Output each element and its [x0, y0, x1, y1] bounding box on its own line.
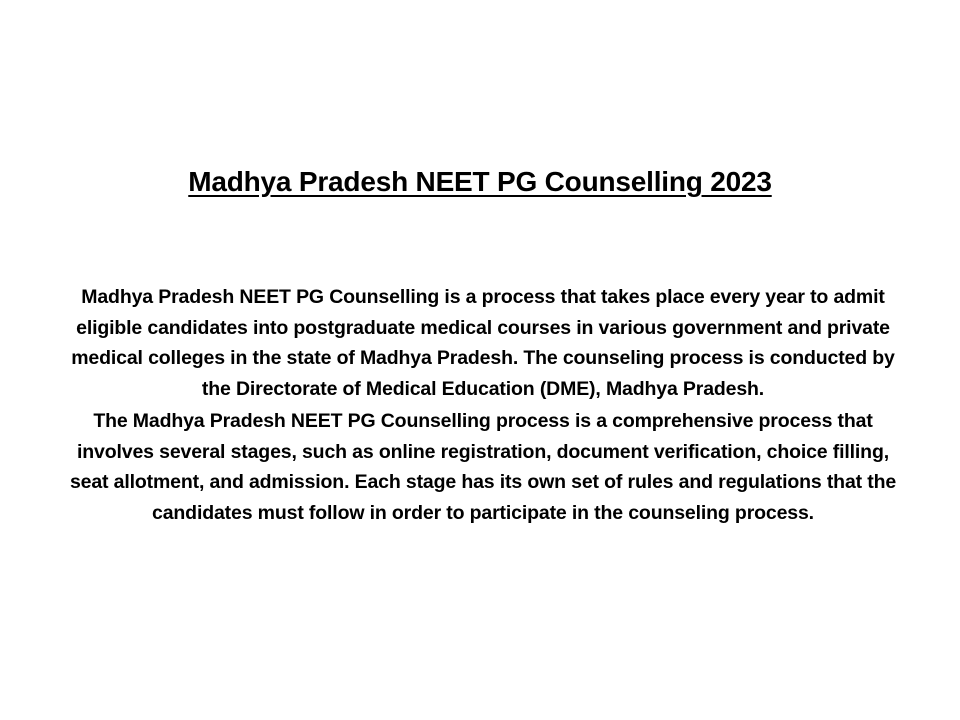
body-paragraph-intro: Madhya Pradesh NEET PG Counselling is a process that takes place every year to admit eligible candidates into postgraduate medical courses in various government and private medical colleges in the state of Madhya Pradesh. The counseling process is conducted by the Directorate of Medical Education (DME), Madhya Pradesh. [71, 286, 895, 400]
slide-body [60, 282, 906, 528]
body-paragraph-process: The Madhya Pradesh NEET PG Counselling process is a comprehensive process that involves several stages, such as online registration, document verification, choice filling, seat allotment, and admission. Each stage has its own set of rules and regulations that the candidates must follow in order to participate in the counseling process. [69, 410, 897, 524]
slide-title: Madhya Pradesh NEET PG Counselling 2023 [188, 166, 772, 197]
